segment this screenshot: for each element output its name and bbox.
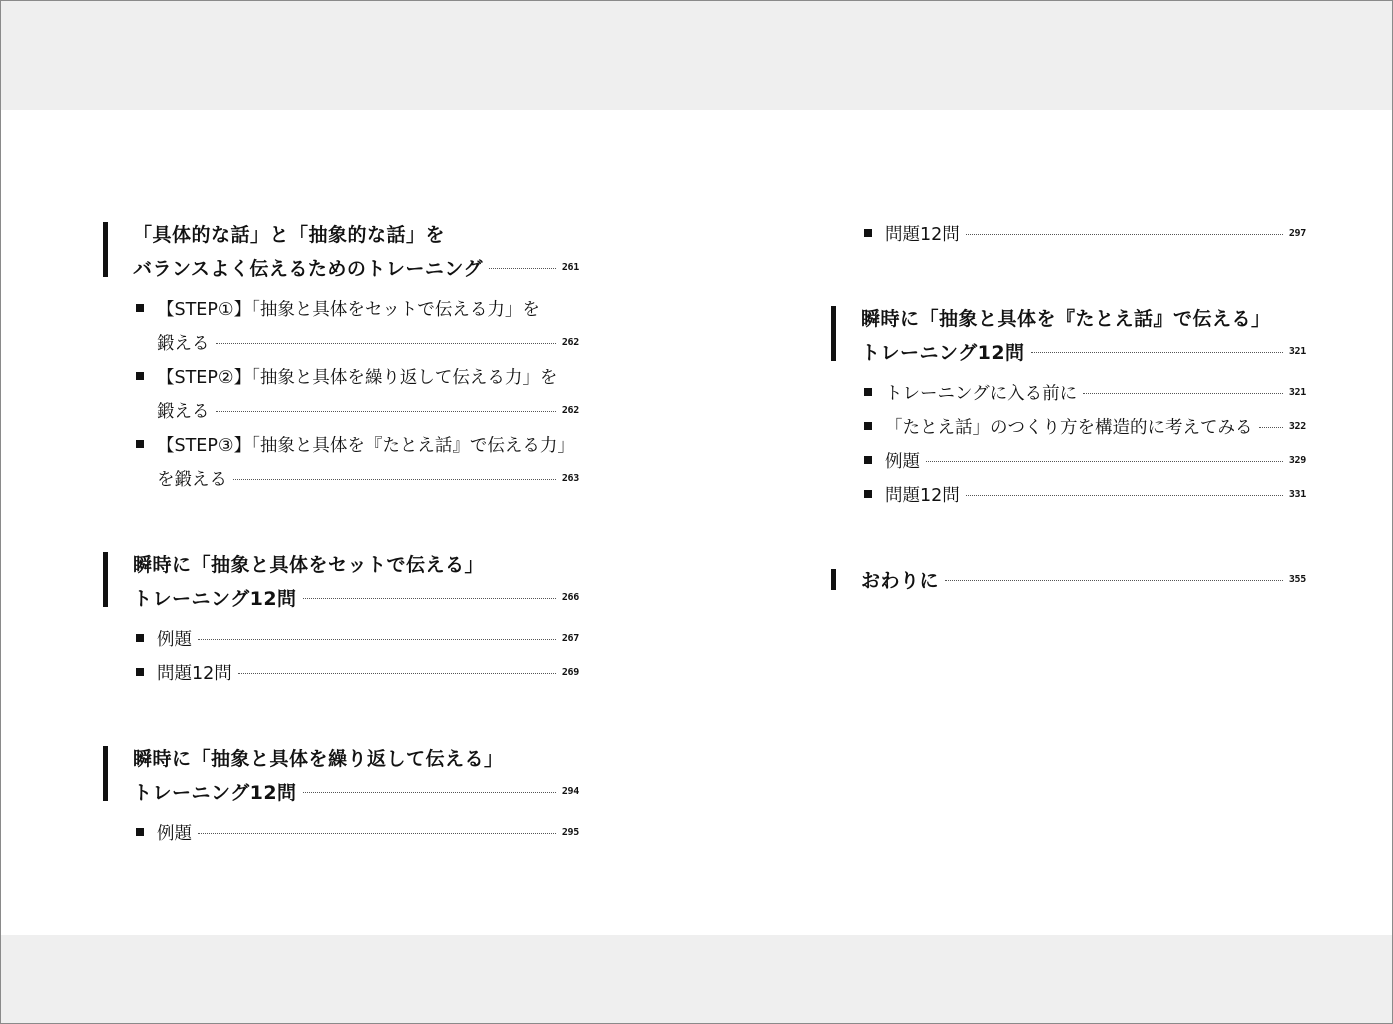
dot-leader bbox=[216, 411, 556, 412]
page-number: 294 bbox=[561, 785, 579, 797]
section-heading-text: トレーニング12問 bbox=[133, 587, 297, 610]
page-number: 266 bbox=[561, 591, 579, 603]
bottom-margin-band bbox=[0, 935, 1393, 1024]
square-bullet-icon bbox=[136, 372, 144, 380]
section-marker-bar bbox=[831, 569, 836, 590]
dot-leader bbox=[1031, 352, 1283, 353]
section-heading-text: 「具体的な話」と「抽象的な話」を bbox=[133, 223, 446, 246]
section-marker-bar bbox=[103, 552, 108, 607]
toc-item[interactable] bbox=[136, 291, 579, 325]
square-bullet-icon bbox=[136, 668, 144, 676]
section-heading-line[interactable] bbox=[133, 216, 579, 250]
toc-item-text: トレーニングに入る前に bbox=[885, 383, 1078, 404]
toc-item[interactable] bbox=[136, 655, 579, 689]
page-number: 355 bbox=[1288, 573, 1306, 585]
section-heading-text: トレーニング12問 bbox=[133, 781, 297, 804]
section-heading-text: 瞬時に「抽象と具体を『たとえ話』で伝える」 bbox=[861, 307, 1271, 330]
section-marker-bar bbox=[831, 306, 836, 361]
section-heading-line[interactable] bbox=[861, 562, 1306, 596]
dot-leader bbox=[303, 598, 556, 599]
page-number: 267 bbox=[561, 632, 579, 644]
section-heading-line[interactable] bbox=[133, 580, 579, 614]
dot-leader bbox=[233, 479, 556, 480]
square-bullet-icon bbox=[864, 490, 872, 498]
dot-leader bbox=[926, 461, 1283, 462]
toc-item-text: 問題12問 bbox=[157, 663, 232, 684]
square-bullet-icon bbox=[136, 634, 144, 642]
square-bullet-icon bbox=[864, 388, 872, 396]
dot-leader bbox=[198, 639, 556, 640]
toc-item[interactable] bbox=[864, 216, 1306, 250]
page-number: 322 bbox=[1288, 420, 1306, 432]
dot-leader bbox=[238, 673, 556, 674]
toc-item[interactable] bbox=[864, 375, 1306, 409]
page-number: 263 bbox=[561, 472, 579, 484]
dot-leader bbox=[966, 234, 1283, 235]
toc-item[interactable] bbox=[864, 477, 1306, 511]
section-marker-bar bbox=[103, 746, 108, 801]
section-heading-line[interactable] bbox=[133, 740, 579, 774]
dot-leader bbox=[966, 495, 1283, 496]
dot-leader bbox=[1259, 427, 1283, 428]
toc-item-text: 例題 bbox=[885, 451, 920, 472]
toc-item-text: 鍛える bbox=[157, 401, 210, 422]
toc-item-text: 【STEP②】「抽象と具体を繰り返して伝える力」を bbox=[157, 367, 558, 388]
square-bullet-icon bbox=[864, 456, 872, 464]
toc-item-continuation[interactable] bbox=[157, 461, 579, 495]
page-number: 262 bbox=[561, 404, 579, 416]
section-heading-line[interactable] bbox=[861, 334, 1306, 368]
section-heading-text: おわりに bbox=[861, 569, 940, 592]
toc-item-text: を鍛える bbox=[157, 469, 227, 490]
page-number: 295 bbox=[561, 826, 579, 838]
toc-item[interactable] bbox=[136, 621, 579, 655]
toc-item[interactable] bbox=[864, 443, 1306, 477]
toc-item-text: 例題 bbox=[157, 629, 192, 650]
toc-item-continuation[interactable] bbox=[157, 393, 579, 427]
page-number: 329 bbox=[1288, 454, 1306, 466]
page-number: 321 bbox=[1288, 386, 1306, 398]
toc-item-text: 問題12問 bbox=[885, 224, 960, 245]
section-heading-line[interactable] bbox=[861, 300, 1306, 334]
section-heading-line[interactable] bbox=[133, 546, 579, 580]
dot-leader bbox=[303, 792, 556, 793]
section-marker-bar bbox=[103, 222, 108, 277]
page-number: 321 bbox=[1288, 345, 1306, 357]
square-bullet-icon bbox=[864, 422, 872, 430]
toc-item-text: 「たとえ話」のつくり方を構造的に考えてみる bbox=[885, 417, 1253, 438]
section-heading-text: 瞬時に「抽象と具体を繰り返して伝える」 bbox=[133, 747, 504, 770]
toc-item[interactable] bbox=[136, 427, 579, 461]
square-bullet-icon bbox=[136, 440, 144, 448]
toc-item-continuation[interactable] bbox=[157, 325, 579, 359]
top-margin-band bbox=[0, 0, 1393, 110]
page-number: 261 bbox=[561, 261, 579, 273]
square-bullet-icon bbox=[136, 828, 144, 836]
toc-item[interactable] bbox=[136, 359, 579, 393]
square-bullet-icon bbox=[864, 229, 872, 237]
section-heading-text: 瞬時に「抽象と具体をセットで伝える」 bbox=[133, 553, 485, 576]
dot-leader bbox=[489, 268, 556, 269]
dot-leader bbox=[945, 580, 1283, 581]
toc-item-text: 【STEP①】「抽象と具体をセットで伝える力」を bbox=[157, 299, 540, 320]
toc-item-text: 問題12問 bbox=[885, 485, 960, 506]
dot-leader bbox=[1083, 393, 1283, 394]
toc-item[interactable] bbox=[136, 815, 579, 849]
dot-leader bbox=[198, 833, 556, 834]
section-heading-line[interactable] bbox=[133, 774, 579, 808]
page-number: 269 bbox=[561, 666, 579, 678]
page-number: 331 bbox=[1288, 488, 1306, 500]
page-number: 262 bbox=[561, 336, 579, 348]
section-heading-text: トレーニング12問 bbox=[861, 341, 1025, 364]
toc-item-text: 鍛える bbox=[157, 333, 210, 354]
toc-item[interactable] bbox=[864, 409, 1306, 443]
section-heading-text: バランスよく伝えるためのトレーニング bbox=[133, 257, 484, 280]
section-heading-line[interactable] bbox=[133, 250, 579, 284]
dot-leader bbox=[216, 343, 556, 344]
toc-item-text: 例題 bbox=[157, 823, 192, 844]
toc-item-text: 【STEP③】「抽象と具体を『たとえ話』で伝える力」 bbox=[157, 435, 575, 456]
square-bullet-icon bbox=[136, 304, 144, 312]
page-number: 297 bbox=[1288, 227, 1306, 239]
